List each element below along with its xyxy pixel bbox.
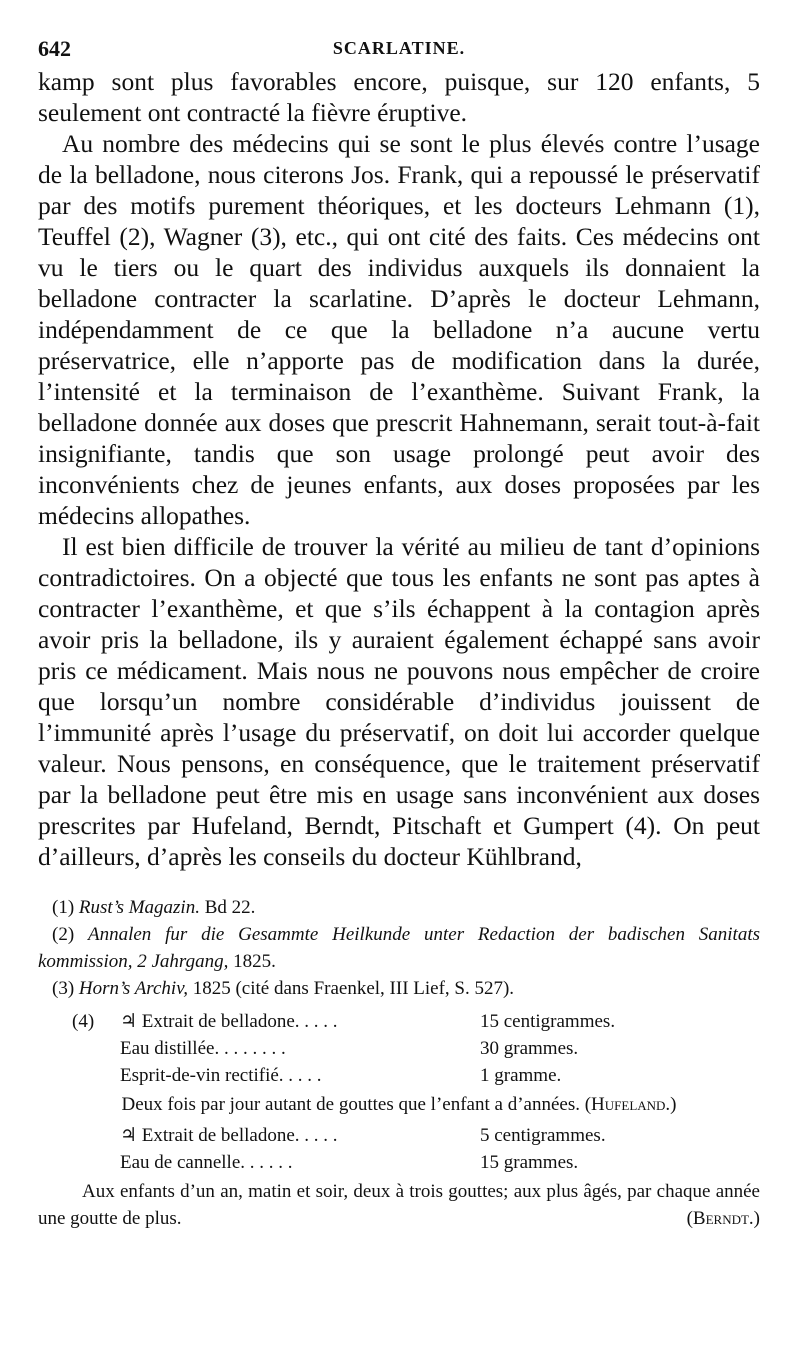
footnote-4-recipes — [38, 1008, 760, 1232]
footnote-source: Horn’s Archiv, — [78, 978, 188, 999]
ingredient-quantity: 15 grammes. — [480, 1152, 579, 1173]
ingredient-name: Eau distillée. . . . . . . . — [120, 1038, 286, 1059]
footnote-source: Annalen fur die Gesammte Heilkunde unter Redaction der badischen Sanitats kommission, 2 Jahrgang, — [38, 924, 760, 972]
footnote-1 — [38, 894, 760, 921]
footnote-marker: (1) — [52, 897, 75, 918]
paragraph-continuation: kamp sont plus favorables encore, puisque, sur 120 enfants, 5 seulement ont contracté la fièvre éruptive. — [38, 67, 760, 127]
recipe-instruction — [38, 1091, 760, 1118]
ingredient-quantity: 30 grammes. — [480, 1038, 579, 1059]
footnote-marker: (2) — [52, 924, 75, 945]
footnote-source: Rust’s Magazin. — [78, 897, 200, 918]
paragraph: Il est bien difficile de trouver la vérité au milieu de tant d’opinions contradictoires. On a objecté que tous les enfants ne sont pas aptes à contracter l’exanthème, et que s’ils échappent à la contagion après avoir pris la belladone, ils y auraient également échappé sans avoir pris ce médicament. Mais nous ne pouvons nous empêcher de croire que lorsqu’un nombre considérable d’individus jouissent de l’immunité après l’usage du préservatif, on doit lui accorder quelque valeur. Nous pensons, en conséquence, que le traitement préservatif par la belladone peut être mis en usage sans inconvénient aux doses prescrites par Hufeland, Berndt, Pitschaft et Gumpert (4). On peut d’ailleurs, d’après les conseils du docteur Kühlbrand, — [38, 532, 760, 871]
recipe-line — [38, 1122, 760, 1149]
recipe-note-text: Aux enfants d’un an, matin et soir, deux à trois gouttes; aux plus âgés, par chaque année une goutte de plus. — [38, 1181, 760, 1229]
footnote-detail: 1825 (cité dans Fraenkel, III Lief, S. 527). — [187, 978, 515, 999]
page-number: 642 — [38, 36, 71, 61]
recipe-note-text: Deux fois par jour autant de gouttes que l’enfant a d’années. — [121, 1094, 580, 1115]
footnote-detail: Bd 22. — [199, 897, 256, 918]
recipe-line — [38, 1062, 760, 1089]
ingredient-name: Eau de cannelle. . . . . . — [120, 1152, 293, 1173]
ingredient-quantity: 5 centigrammes. — [480, 1125, 606, 1146]
ingredient-quantity: 1 gramme. — [480, 1065, 562, 1086]
footnote-3 — [38, 975, 760, 1002]
ingredient-quantity: 15 centigrammes. — [480, 1011, 616, 1032]
running-head: SCARLATINE. — [332, 38, 466, 58]
recipe-author: (Hufeland.) — [584, 1094, 677, 1115]
page-header — [38, 36, 760, 66]
footnote-detail: 1825. — [228, 951, 276, 972]
footnote-marker: (3) — [52, 978, 75, 999]
recipe-line — [38, 1035, 760, 1062]
book-page — [38, 36, 760, 1232]
footnote-marker: (4) — [72, 1011, 95, 1032]
footnotes — [38, 894, 760, 1232]
paragraph: Au nombre des médecins qui se sont le plus élevés contre l’usage de la belladone, nous citerons Jos. Frank, qui a repoussé le préservatif par des motifs purement théoriques, et les docteurs Lehmann (1), Teuffel (2), Wagner (3), etc., qui ont cité des faits. Ces médecins ont vu le tiers ou le quart des individus auxquels ils donnaient la belladone contracter la scarlatine. D’après le docteur Lehmann, indépendamment de ce que la belladone n’a aucune vertu préservatrice, elle n’apporte pas de modification dans la durée, l’intensité et la terminaison de l’exanthème. Suivant Frank, la belladone donnée aux doses que prescrit Hahnemann, serait tout-à-fait insignifiante, tandis que son usage prolongé peut avoir des inconvénients chez de jeunes enfants, aux doses proposées par les médecins allopathes. — [38, 129, 760, 530]
recipe-author: (Berndt.) — [686, 1208, 760, 1229]
recipe-line — [38, 1008, 760, 1035]
recipe-instruction — [38, 1178, 760, 1232]
footnote-2 — [38, 921, 760, 975]
recipe-line — [38, 1149, 760, 1176]
main-text — [38, 66, 760, 872]
ingredient-name: Esprit-de-vin rectifié. . . . . — [120, 1065, 322, 1086]
ingredient-name: ♃ Extrait de belladone. . . . . — [120, 1125, 338, 1146]
ingredient-name: ♃ Extrait de belladone. . . . . — [120, 1011, 338, 1032]
